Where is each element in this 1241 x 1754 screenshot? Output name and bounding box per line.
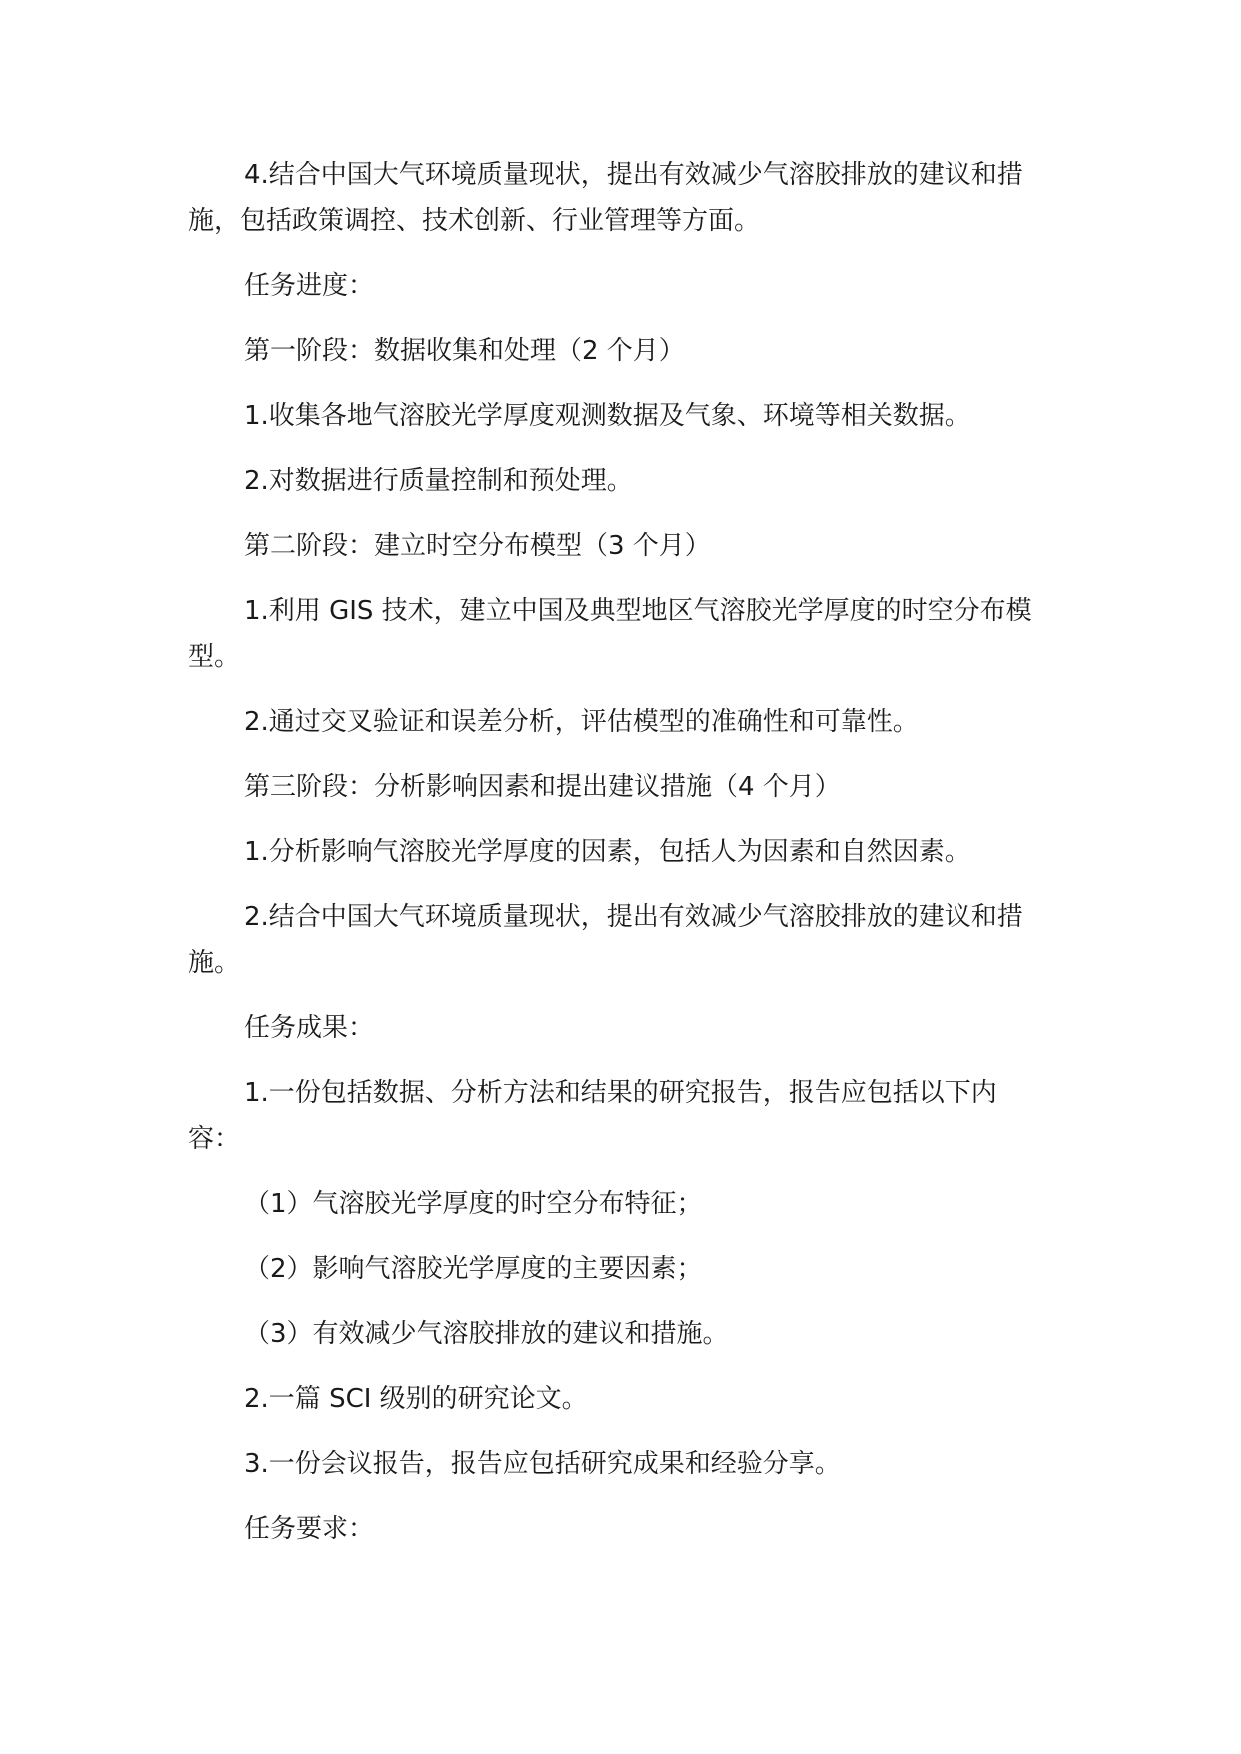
heading-phase-2: 第二阶段：建立时空分布模型（3 个月） bbox=[244, 531, 711, 561]
phase-3-item-1: 1.分析影响气溶胶光学厚度的因素，包括人为因素和自然因素。 bbox=[244, 837, 971, 867]
phase-2-item-1: 1.利用 GIS 技术，建立中国及典型地区气溶胶光学厚度的时空分布模型。 bbox=[188, 596, 1032, 672]
result-item-3: 3.一份会议报告，报告应包括研究成果和经验分享。 bbox=[244, 1449, 841, 1479]
phase-1-item-1: 1.收集各地气溶胶光学厚度观测数据及气象、环境等相关数据。 bbox=[244, 401, 971, 431]
document-body bbox=[188, 152, 1048, 1571]
phase-1-item-2: 2.对数据进行质量控制和预处理。 bbox=[244, 466, 633, 496]
paragraph-measure-4: 4.结合中国大气环境质量现状，提出有效减少气溶胶排放的建议和措施，包括政策调控、技术创新、行业管理等方面。 bbox=[188, 160, 1023, 236]
result-item-1: 1.一份包括数据、分析方法和结果的研究报告，报告应包括以下内容： bbox=[188, 1078, 997, 1154]
heading-phase-1: 第一阶段：数据收集和处理（2 个月） bbox=[244, 336, 685, 366]
heading-task-results: 任务成果： bbox=[244, 1013, 375, 1043]
heading-phase-3: 第三阶段：分析影响因素和提出建议措施（4 个月） bbox=[244, 772, 841, 802]
phase-2-item-2: 2.通过交叉验证和误差分析，评估模型的准确性和可靠性。 bbox=[244, 707, 919, 737]
result-subitem-2: （2）影响气溶胶光学厚度的主要因素； bbox=[244, 1254, 703, 1284]
heading-task-progress: 任务进度： bbox=[244, 271, 375, 301]
result-subitem-3: （3）有效减少气溶胶排放的建议和措施。 bbox=[244, 1319, 729, 1349]
result-subitem-1: （1）气溶胶光学厚度的时空分布特征； bbox=[244, 1189, 703, 1219]
result-item-2: 2.一篇 SCI 级别的研究论文。 bbox=[244, 1384, 588, 1414]
phase-3-item-2: 2.结合中国大气环境质量现状，提出有效减少气溶胶排放的建议和措施。 bbox=[188, 902, 1023, 978]
heading-task-requirements: 任务要求： bbox=[244, 1514, 375, 1544]
